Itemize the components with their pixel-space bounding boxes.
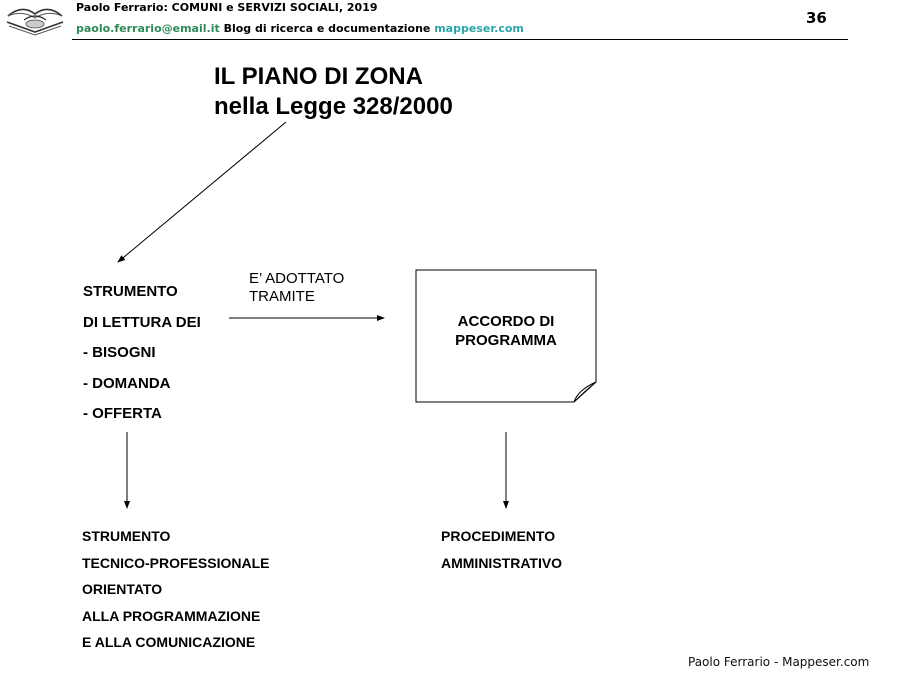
box-line2: PROGRAMMA <box>455 332 557 349</box>
slide-title-line1: IL PIANO DI ZONA <box>214 63 423 90</box>
title-to-left-arrow <box>118 122 286 262</box>
arrow-label-line1: E’ ADOTTATO <box>249 270 345 287</box>
left-block <box>83 283 201 436</box>
bottom-left-line: E ALLA COMUNICAZIONE <box>82 634 256 650</box>
box-line1: ACCORDO DI <box>457 313 555 330</box>
header-email-link[interactable]: paolo.ferrario@email.it <box>76 22 220 35</box>
page-number: 36 <box>806 9 827 27</box>
bottom-left-line: STRUMENTO <box>82 528 171 544</box>
bottom-left-line: TECNICO-PROFESSIONALE <box>82 554 270 571</box>
bottom-right-line: PROCEDIMENTO <box>441 528 556 544</box>
header-site-link[interactable]: mappeser.com <box>434 22 524 35</box>
arrow-label <box>249 270 344 306</box>
accordo-box-label <box>416 312 596 350</box>
bottom-right-block <box>441 528 562 581</box>
header-title: Paolo Ferrario: COMUNI e SERVIZI SOCIALI, 2019 <box>76 1 378 14</box>
slide-title-line2: nella Legge 328/2000 <box>214 93 453 120</box>
arrow-label-line2: TRAMITE <box>249 288 315 305</box>
bottom-left-line: ALLA PROGRAMMAZIONE <box>82 607 261 624</box>
left-block-line: STRUMENTO <box>83 283 178 300</box>
bottom-left-line: ORIENTATO <box>82 581 163 597</box>
left-block-line: - BISOGNI <box>83 344 156 361</box>
left-block-line: DI LETTURA DEI <box>83 313 201 331</box>
left-block-line: - OFFERTA <box>83 405 162 422</box>
footer-credit: Paolo Ferrario - Mappeser.com <box>688 655 870 669</box>
bottom-left-block <box>82 528 269 661</box>
bottom-right-line: AMMINISTRATIVO <box>441 554 563 571</box>
header-blog-text: Blog di ricerca e documentazione <box>223 22 431 35</box>
left-block-line: - DOMANDA <box>83 374 171 392</box>
